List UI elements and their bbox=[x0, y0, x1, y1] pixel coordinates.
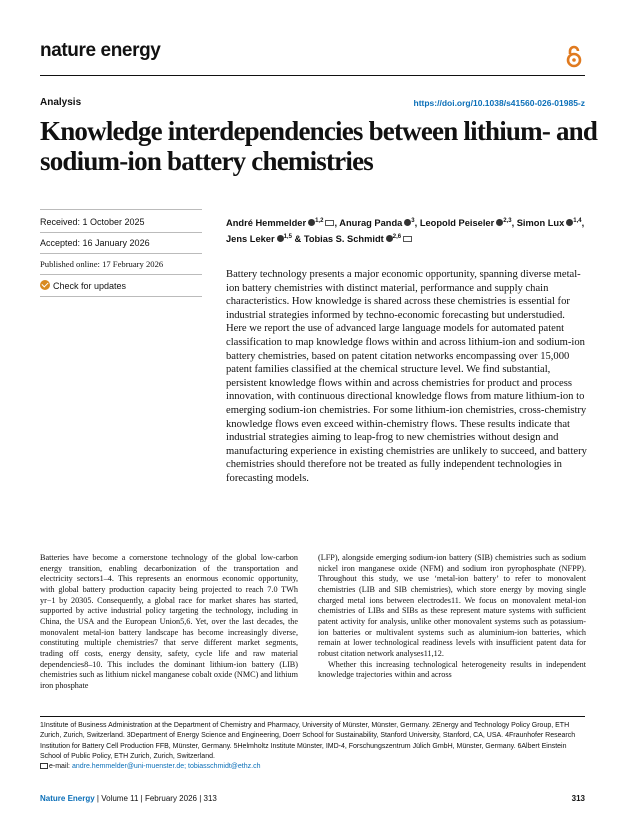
email-icon[interactable] bbox=[403, 236, 412, 242]
author-affiliation-ref: 1,4 bbox=[573, 218, 582, 224]
author-name[interactable]: Leopold Peiseler bbox=[419, 218, 495, 228]
author-affiliation-ref: 2,6 bbox=[392, 234, 402, 240]
published-date: Published online: 17 February 2026 bbox=[40, 259, 164, 269]
meta-rule bbox=[40, 232, 202, 233]
check-for-updates-button[interactable] bbox=[40, 280, 200, 291]
check-updates-icon bbox=[40, 280, 50, 290]
meta-rule bbox=[40, 253, 202, 254]
email-links[interactable]: andre.hemmelder@uni-muenster.de; tobiasschmidt@ethz.ch bbox=[71, 763, 261, 771]
author-affiliation-ref: 1,2 bbox=[315, 218, 324, 224]
header-rule bbox=[40, 75, 585, 76]
meta-rule bbox=[40, 296, 202, 297]
body-column-right bbox=[318, 553, 586, 681]
body-paragraph: Whether this increasing technological heterogeneity results in independent knowledge trajectories within and across bbox=[318, 659, 586, 680]
email-icon bbox=[40, 763, 48, 769]
email-icon[interactable] bbox=[325, 220, 334, 226]
author-list: André Hemmelder $^{1,2}$ , Anurag Panda $^3$, Leopold Peiseler $^{2,3}$, Simon Lux $^{1,4}$, Jens Leker $^{1,5}$ & Tobias S. Schmidt $^{2,6}$ bbox=[226, 218, 585, 244]
email-prefix: e-mail: bbox=[49, 763, 72, 771]
author-name[interactable]: André Hemmelder bbox=[226, 218, 307, 228]
section-label: Analysis bbox=[40, 97, 82, 108]
abstract: Battery technology presents a major economic opportunity, spanning diverse metal-ion battery chemistries with distinct material, performance and supply chain characteristics. How knowledge is shared across these chemistries is essential for industrial strategies informed by techno-economic forecasting but understudied. Here we report the use of advanced large language models for automated patent classification to map knowledge flows within and across lithium-ion and sodium-ion battery chemistries, based on patent citation networks encompassing over 15,000 patent families classified at the chemical structure level. We find substantial, persistent knowledge flows within and across chemistries for product and process innovation, with continuous directional knowledge flows from mature lithium-ion to emerging sodium-ion chemistries. For some lithium-ion chemistries, cross-chemistry knowledge flows even exceed within-chemistry flows. These results indicate that industrial strategies aiming to leap-frog to new chemistries without design and manufacturing experience in existing chemistries are unlikely to succeed, and battery chemistries should therefore not be treated as fully independent technologies in forecasting models. bbox=[226, 269, 587, 484]
author-affiliation-ref: 1,5 bbox=[283, 234, 292, 240]
journal-masthead[interactable]: nature energy bbox=[40, 40, 161, 61]
page-footer bbox=[40, 794, 217, 803]
author-name[interactable]: Anurag Panda bbox=[339, 218, 403, 228]
author-name[interactable]: Simon Lux bbox=[516, 218, 565, 228]
orcid-icon[interactable] bbox=[386, 235, 393, 242]
orcid-icon[interactable] bbox=[277, 235, 284, 242]
open-access-icon[interactable] bbox=[563, 44, 585, 68]
body-column-left bbox=[40, 553, 298, 692]
author-name[interactable]: Tobias S. Schmidt bbox=[303, 234, 384, 244]
body-paragraph: Batteries have become a cornerstone technology of the global low-carbon energy transition, enabling decarbonization of the transportation and electricity sectors1–4. This represents an enormous economic opportunity, with global battery production capacity being projected to reach 7.0 TWh yr−1 by 20305. Consequently, a global race for market shares has started, supported by active industrial policy targeting the technology, including in China, the USA and the European Union5,6. Yet, over the last decades, the monovalent metal-ion battery landscape has become increasingly diverse, constituting multiple chemistries7 that serve different market segments, trading off costs, energy density, safety, cycle life and raw material dependencies8–10. This includes the dominant lithium-ion battery (LIB) chemistries such as lithium nickel manganese cobalt oxide (NMC) and lithium iron phosphate bbox=[40, 553, 298, 690]
footer-info: | Volume 11 | February 2026 | 313 bbox=[94, 794, 217, 803]
footnote-rule bbox=[40, 716, 585, 717]
footer-journal-link[interactable]: Nature Energy bbox=[40, 794, 95, 803]
doi-link[interactable]: https://doi.org/10.1038/s41560-026-01985-z bbox=[413, 98, 585, 108]
page-number: 313 bbox=[571, 794, 585, 803]
received-date: Received: 1 October 2025 bbox=[40, 217, 145, 227]
accepted-date: Accepted: 16 January 2026 bbox=[40, 238, 150, 248]
check-updates-label: Check for updates bbox=[53, 281, 127, 291]
meta-rule bbox=[40, 209, 202, 210]
author-name[interactable]: Jens Leker bbox=[226, 234, 275, 244]
affiliation-text: 1Institute of Business Administration at the Department of Chemistry and Pharmacy, University of Münster, Münster, Germany. 2Energy and Technology Policy Group, ETH Zurich, Zurich, Switzerland. 3Department of Energy Science and Engineering, Doerr School for Sustainability, Stanford University, Stanford, CA, USA. 4Fraunhofer Research Institution for Battery Cell Production FFB, Münster, Germany. 5Helmholtz Institute Münster, IMD-4, Forschungszentrum Jülich GmbH, Münster, Germany. 6Albert Einstein School of Public Policy, ETH Zurich, Zurich, Switzerland. bbox=[40, 722, 576, 760]
affiliations bbox=[40, 721, 588, 772]
article-title: Knowledge interdependencies between lithium- and sodium-ion battery chemistries bbox=[40, 116, 598, 176]
author-affiliation-ref: 3 bbox=[411, 218, 415, 224]
body-paragraph: (LFP), alongside emerging sodium-ion battery (SIB) chemistries such as sodium nickel iron manganese oxide (NFM) and sodium iron pyrophosphate (NFPP). Throughout this study, we use ‘metal-ion battery’ to refer to monovalent chemistries (LIB and SIB chemistries), which store energy by moving single charged metal ions between electrodes11. We focus on monovalent metal-ion chemistries of LIBs and SIBs as these represent mature systems with sufficient patent activity for analysis, unlike other monovalent systems such as potassium-ion batteries or multivalent systems such as aluminium-ion batteries, which remain at lower technological readiness levels with insufficient patent data for robust citation network analyses11,12. bbox=[318, 553, 586, 658]
author-affiliation-ref: 2,3 bbox=[503, 218, 512, 224]
meta-rule bbox=[40, 274, 202, 275]
